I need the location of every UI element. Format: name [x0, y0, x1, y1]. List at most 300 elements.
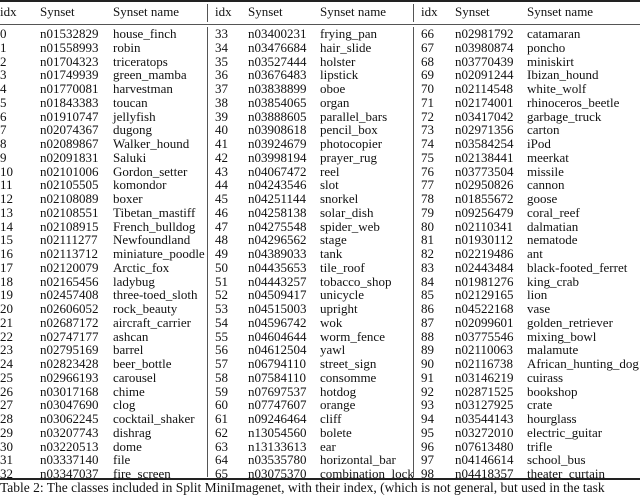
top-rule [0, 0, 640, 2]
cell-synset-name: garbage_truck [527, 108, 602, 124]
cell-idx: 73 [421, 122, 434, 138]
cell-synset-name: harvestman [113, 81, 173, 96]
column-divider [413, 4, 414, 22]
cell-synset-name: iPod [527, 136, 551, 151]
cell-synset: n02108915 [40, 218, 99, 234]
cell-synset: n02108551 [40, 204, 99, 220]
header-idx: idx [0, 4, 17, 19]
cell-synset-name: miniskirt [527, 53, 574, 69]
cell-synset: n03527444 [248, 53, 307, 69]
cell-idx: 48 [215, 232, 228, 248]
cell-idx: 5 [0, 94, 7, 110]
cell-synset: n03584254 [455, 136, 514, 151]
cell-idx: 90 [421, 356, 434, 371]
cell-synset-name: ladybug [113, 273, 155, 289]
cell-synset: n03476684 [248, 39, 307, 55]
cell-synset: n06794110 [248, 356, 307, 371]
cell-synset: n02111277 [40, 232, 98, 248]
cell-idx: 45 [215, 191, 228, 206]
cell-synset-name: prayer_rug [320, 149, 378, 165]
cell-synset: n07613480 [455, 438, 514, 454]
cell-synset-name: mixing_bowl [527, 328, 597, 344]
cell-synset: n02457408 [40, 287, 99, 303]
cell-idx: 2 [0, 53, 7, 69]
cell-synset-name: dome [113, 438, 142, 454]
cell-synset-name: Arctic_fox [113, 259, 170, 275]
cell-synset: n03924679 [248, 136, 307, 151]
cell-synset: n04509417 [248, 287, 307, 303]
cell-idx: 51 [215, 273, 228, 289]
cell-idx: 16 [0, 246, 13, 261]
cell-idx: 69 [421, 67, 434, 83]
cell-synset: n07584110 [248, 369, 307, 385]
cell-idx: 82 [421, 246, 434, 261]
cell-idx: 93 [421, 397, 434, 413]
cell-synset: n02823428 [40, 356, 99, 371]
cell-synset-name: parallel_bars [320, 108, 388, 124]
cell-idx: 94 [421, 411, 434, 426]
cell-synset: n03908618 [248, 122, 307, 138]
cell-synset-name: chime [113, 383, 145, 399]
cell-synset: n03676483 [248, 67, 307, 83]
cell-synset: n03773504 [455, 163, 514, 179]
cell-synset: n02105505 [40, 177, 99, 193]
cell-synset-name: carousel [113, 369, 157, 385]
cell-idx: 14 [0, 218, 13, 234]
header-synset-name: Synset name [527, 4, 594, 19]
cell-synset-name: aircraft_carrier [113, 314, 191, 330]
cell-synset-name: unicycle [320, 287, 365, 303]
header-synset-name: Synset name [320, 4, 387, 19]
column-divider [207, 27, 208, 477]
cell-synset: n04296562 [248, 232, 307, 248]
cell-synset-name: hourglass [527, 411, 577, 426]
cell-idx: 8 [0, 136, 7, 151]
cell-idx: 26 [0, 383, 13, 399]
cell-synset: n01981276 [455, 273, 514, 289]
cell-synset-name: yawl [320, 342, 346, 358]
cell-synset-name: Walker_hound [113, 136, 190, 151]
cell-synset: n07747607 [248, 397, 307, 413]
cell-idx: 46 [215, 204, 228, 220]
cell-synset-name: white_wolf [527, 81, 587, 96]
cell-synset-name: Gordon_setter [113, 163, 188, 179]
header-rule [0, 24, 640, 25]
cell-synset: n03838899 [248, 81, 307, 96]
cell-synset-name: vase [527, 301, 551, 316]
cell-synset-name: Saluki [113, 149, 147, 165]
cell-idx: 43 [215, 163, 228, 179]
cell-synset-name: African_hunting_dog [527, 356, 639, 371]
cell-synset: n02101006 [40, 163, 99, 179]
cell-idx: 74 [421, 136, 434, 151]
cell-synset-name: missile [527, 163, 564, 179]
cell-idx: 44 [215, 177, 228, 193]
cell-synset: n04435653 [248, 259, 307, 275]
cell-synset: n03017168 [40, 383, 99, 399]
cell-idx: 95 [421, 424, 434, 440]
cell-idx: 23 [0, 342, 13, 358]
cell-idx: 64 [215, 452, 228, 468]
cell-idx: 57 [215, 356, 228, 371]
cell-idx: 56 [215, 342, 228, 358]
cell-idx: 91 [421, 369, 434, 385]
cell-synset: n02966193 [40, 369, 99, 385]
cell-synset-name: file [113, 452, 131, 468]
cell-idx: 54 [215, 314, 228, 330]
cell-idx: 70 [421, 81, 434, 96]
cell-synset: n13054560 [248, 424, 307, 440]
cell-synset: n02871525 [455, 383, 514, 399]
cell-synset: n03207743 [40, 424, 99, 440]
cell-synset-name: Tibetan_mastiff [113, 204, 196, 220]
cell-synset-name: wok [320, 314, 343, 330]
cell-synset-name: spider_web [320, 218, 380, 234]
cell-synset-name: catamaran [527, 26, 581, 41]
cell-synset: n04522168 [455, 301, 514, 316]
cell-synset: n03854065 [248, 94, 307, 110]
cell-synset: n02971356 [455, 122, 514, 138]
cell-synset-name: cliff [320, 411, 342, 426]
cell-idx: 80 [421, 218, 434, 234]
cell-idx: 0 [0, 26, 7, 41]
cell-idx: 97 [421, 452, 434, 468]
cell-idx: 30 [0, 438, 13, 454]
cell-synset-name: ear [320, 438, 336, 454]
cell-idx: 22 [0, 328, 13, 344]
cell-idx: 6 [0, 108, 7, 124]
cell-idx: 3 [0, 67, 7, 83]
cell-synset-name: cannon [527, 177, 565, 193]
cell-synset: n01704323 [40, 53, 99, 69]
cell-idx: 4 [0, 81, 7, 96]
cell-synset: n02110341 [455, 218, 514, 234]
cell-synset: n04515003 [248, 301, 307, 316]
cell-synset-name: electric_guitar [527, 424, 603, 440]
cell-idx: 77 [421, 177, 434, 193]
cell-idx: 85 [421, 287, 434, 303]
cell-synset: n02129165 [455, 287, 514, 303]
cell-synset: n02606052 [40, 301, 99, 316]
cell-synset: n01910747 [40, 108, 99, 124]
header-idx: idx [215, 4, 232, 19]
cell-idx: 76 [421, 163, 434, 179]
cell-idx: 39 [215, 108, 228, 124]
cell-synset: n02110063 [455, 342, 514, 358]
cell-synset-name: lipstick [320, 67, 359, 83]
cell-synset-name: Newfoundland [113, 232, 191, 248]
cell-synset-name: triceratops [113, 53, 168, 69]
cell-idx: 88 [421, 328, 434, 344]
cell-synset: n02747177 [40, 328, 99, 344]
cell-synset: n04443257 [248, 273, 307, 289]
cell-synset: n02795169 [40, 342, 99, 358]
cell-idx: 66 [421, 26, 434, 41]
cell-synset-name: reel [320, 163, 340, 179]
cell-synset-name: cuirass [527, 369, 564, 385]
cell-synset-name: golden_retriever [527, 314, 613, 330]
cell-synset: n04418357 [455, 466, 514, 481]
cell-synset: n03998194 [248, 149, 307, 165]
cell-idx: 24 [0, 356, 13, 371]
cell-idx: 53 [215, 301, 228, 316]
cell-synset: n02950826 [455, 177, 514, 193]
cell-synset-name: boxer [113, 191, 143, 206]
cell-synset-name: school_bus [527, 452, 586, 468]
cell-idx: 65 [215, 466, 228, 481]
cell-idx: 86 [421, 301, 434, 316]
cell-synset-name: tobacco_shop [320, 273, 392, 289]
cell-synset: n09246464 [248, 411, 307, 426]
cell-synset: n03272010 [455, 424, 514, 440]
cell-synset-name: street_sign [320, 356, 377, 371]
cell-synset-name: slot [320, 177, 339, 193]
cell-synset-name: oboe [320, 81, 346, 96]
cell-synset-name: French_bulldog [113, 218, 196, 234]
cell-synset-name: orange [320, 397, 356, 413]
cell-idx: 20 [0, 301, 13, 316]
cell-idx: 25 [0, 369, 13, 385]
cell-synset: n04251144 [248, 191, 307, 206]
header-synset: Synset [40, 4, 75, 19]
cell-synset-name: Ibizan_hound [527, 67, 599, 83]
cell-synset-name: fire_screen [113, 466, 171, 481]
cell-synset: n03347037 [40, 466, 99, 481]
cell-synset: n02091244 [455, 67, 514, 83]
cell-synset-name: komondor [113, 177, 167, 193]
cell-synset: n02165456 [40, 273, 99, 289]
cell-idx: 38 [215, 94, 228, 110]
cell-idx: 11 [0, 177, 13, 193]
cell-idx: 60 [215, 397, 228, 413]
cell-synset-name: combination_lock [320, 466, 414, 481]
cell-idx: 96 [421, 438, 434, 454]
cell-synset: n03544143 [455, 411, 514, 426]
cell-synset-name: goose [527, 191, 558, 206]
cell-idx: 28 [0, 411, 13, 426]
cell-idx: 84 [421, 273, 434, 289]
cell-idx: 50 [215, 259, 228, 275]
cell-synset: n04243546 [248, 177, 307, 193]
cell-synset: n03770439 [455, 53, 514, 69]
cell-synset-name: rhinoceros_beetle [527, 94, 620, 110]
cell-synset: n02116738 [455, 356, 514, 371]
cell-synset-name: ashcan [113, 328, 149, 344]
cell-idx: 49 [215, 246, 228, 261]
cell-synset-name: dugong [113, 122, 152, 138]
cell-idx: 21 [0, 314, 13, 330]
cell-synset: n13133613 [248, 438, 307, 454]
cell-synset-name: cocktail_shaker [113, 411, 195, 426]
header-synset: Synset [248, 4, 283, 19]
cell-idx: 37 [215, 81, 228, 96]
cell-synset: n09256479 [455, 204, 514, 220]
cell-idx: 71 [421, 94, 434, 110]
cell-synset-name: stage [320, 232, 347, 248]
cell-synset: n03417042 [455, 108, 514, 124]
cell-synset: n03980874 [455, 39, 514, 55]
cell-idx: 9 [0, 149, 7, 165]
cell-synset-name: clog [113, 397, 136, 413]
cell-idx: 47 [215, 218, 228, 234]
cell-synset-name: dalmatian [527, 218, 579, 234]
cell-synset-name: frying_pan [320, 26, 378, 41]
cell-synset-name: tile_roof [320, 259, 365, 275]
cell-idx: 35 [215, 53, 228, 69]
cell-synset: n03535780 [248, 452, 307, 468]
cell-synset: n04389033 [248, 246, 307, 261]
cell-synset: n03775546 [455, 328, 514, 344]
cell-synset: n01855672 [455, 191, 514, 206]
cell-idx: 78 [421, 191, 434, 206]
cell-synset: n04612504 [248, 342, 307, 358]
cell-idx: 7 [0, 122, 7, 138]
cell-synset-name: carton [527, 122, 560, 138]
cell-idx: 10 [0, 163, 13, 179]
cell-idx: 52 [215, 287, 228, 303]
cell-synset: n03075370 [248, 466, 307, 481]
cell-idx: 83 [421, 259, 434, 275]
cell-idx: 68 [421, 53, 434, 69]
cell-synset-name: solar_dish [320, 204, 374, 220]
header-synset: Synset [455, 4, 490, 19]
cell-idx: 92 [421, 383, 434, 399]
cell-synset-name: toucan [113, 94, 148, 110]
cell-idx: 13 [0, 204, 13, 220]
cell-idx: 62 [215, 424, 228, 440]
cell-synset-name: worm_fence [320, 328, 385, 344]
column-divider [207, 4, 208, 22]
cell-synset-name: king_crab [527, 273, 579, 289]
cell-idx: 27 [0, 397, 13, 413]
cell-synset: n03337140 [40, 452, 99, 468]
cell-synset: n02089867 [40, 136, 99, 151]
cell-synset: n01532829 [40, 26, 99, 41]
cell-idx: 63 [215, 438, 228, 454]
cell-synset-name: poncho [527, 39, 566, 55]
cell-idx: 55 [215, 328, 228, 344]
cell-synset: n02108089 [40, 191, 99, 206]
cell-synset-name: meerkat [527, 149, 569, 165]
cell-synset-name: tank [320, 246, 343, 261]
cell-synset: n04146614 [455, 452, 514, 468]
cell-synset-name: house_finch [113, 26, 177, 41]
cell-synset: n02687172 [40, 314, 99, 330]
column-divider [413, 27, 414, 477]
cell-idx: 89 [421, 342, 434, 358]
cell-synset-name: coral_reef [527, 204, 580, 220]
cell-idx: 15 [0, 232, 13, 248]
cell-synset: n03888605 [248, 108, 307, 124]
cell-synset: n03047690 [40, 397, 99, 413]
cell-idx: 79 [421, 204, 434, 220]
cell-synset-name: jellyfish [113, 108, 156, 124]
cell-synset: n01749939 [40, 67, 99, 83]
cell-synset: n02219486 [455, 246, 514, 261]
cell-idx: 41 [215, 136, 228, 151]
cell-synset-name: miniature_poodle [113, 246, 205, 261]
cell-synset: n04604644 [248, 328, 307, 344]
cell-idx: 12 [0, 191, 13, 206]
cell-synset: n03062245 [40, 411, 99, 426]
cell-synset-name: bookshop [527, 383, 578, 399]
cell-idx: 42 [215, 149, 228, 165]
cell-synset-name: crate [527, 397, 553, 413]
cell-idx: 33 [215, 26, 228, 41]
cell-synset-name: consomme [320, 369, 377, 385]
cell-idx: 67 [421, 39, 434, 55]
cell-synset: n02443484 [455, 259, 514, 275]
cell-synset: n01930112 [455, 232, 514, 248]
cell-synset-name: malamute [527, 342, 579, 358]
cell-idx: 34 [215, 39, 228, 55]
cell-synset-name: holster [320, 53, 356, 69]
cell-synset: n02120079 [40, 259, 99, 275]
cell-synset: n03146219 [455, 369, 514, 385]
cell-idx: 1 [0, 39, 7, 55]
cell-synset-name: pencil_box [320, 122, 378, 138]
cell-synset-name: green_mamba [113, 67, 187, 83]
cell-idx: 29 [0, 424, 13, 440]
cell-synset: n02074367 [40, 122, 99, 138]
cell-idx: 18 [0, 273, 13, 289]
cell-idx: 31 [0, 452, 13, 468]
cell-idx: 72 [421, 108, 434, 124]
cell-synset: n02981792 [455, 26, 514, 41]
cell-idx: 36 [215, 67, 228, 83]
cell-idx: 40 [215, 122, 228, 138]
cell-synset-name: hair_slide [320, 39, 372, 55]
cell-synset-name: theater_curtain [527, 466, 605, 481]
cell-synset-name: beer_bottle [113, 356, 172, 371]
cell-synset-name: dishrag [113, 424, 152, 440]
header-idx: idx [421, 4, 438, 19]
cell-synset: n04258138 [248, 204, 307, 220]
cell-synset: n02113712 [40, 246, 99, 261]
cell-idx: 75 [421, 149, 434, 165]
cell-idx: 17 [0, 259, 13, 275]
cell-idx: 32 [0, 466, 13, 481]
cell-synset-name: lion [527, 287, 548, 303]
cell-synset: n04275548 [248, 218, 307, 234]
cell-synset-name: nematode [527, 232, 578, 248]
cell-synset-name: horizontal_bar [320, 452, 396, 468]
cell-synset-name: robin [113, 39, 141, 55]
cell-synset-name: organ [320, 94, 350, 110]
cell-synset: n03127925 [455, 397, 514, 413]
cell-synset-name: photocopier [320, 136, 383, 151]
cell-synset-name: trifle [527, 438, 553, 454]
cell-synset: n03400231 [248, 26, 307, 41]
cell-synset-name: bolete [320, 424, 352, 440]
cell-synset: n02114548 [455, 81, 514, 96]
cell-idx: 87 [421, 314, 434, 330]
cell-synset-name: upright [320, 301, 358, 316]
cell-idx: 61 [215, 411, 228, 426]
cell-synset: n04596742 [248, 314, 307, 330]
cell-synset: n07697537 [248, 383, 307, 399]
cell-synset: n03220513 [40, 438, 99, 454]
cell-synset-name: snorkel [320, 191, 359, 206]
cell-synset: n02138441 [455, 149, 514, 165]
cell-idx: 58 [215, 369, 228, 385]
cell-synset: n01770081 [40, 81, 99, 96]
cell-idx: 59 [215, 383, 228, 399]
cell-synset-name: hotdog [320, 383, 357, 399]
cell-idx: 98 [421, 466, 434, 481]
table-caption: Table 2: The classes included in Split MiniImagenet, with their index, (which is not general, but used in the task [0, 480, 605, 495]
cell-synset: n02174001 [455, 94, 514, 110]
